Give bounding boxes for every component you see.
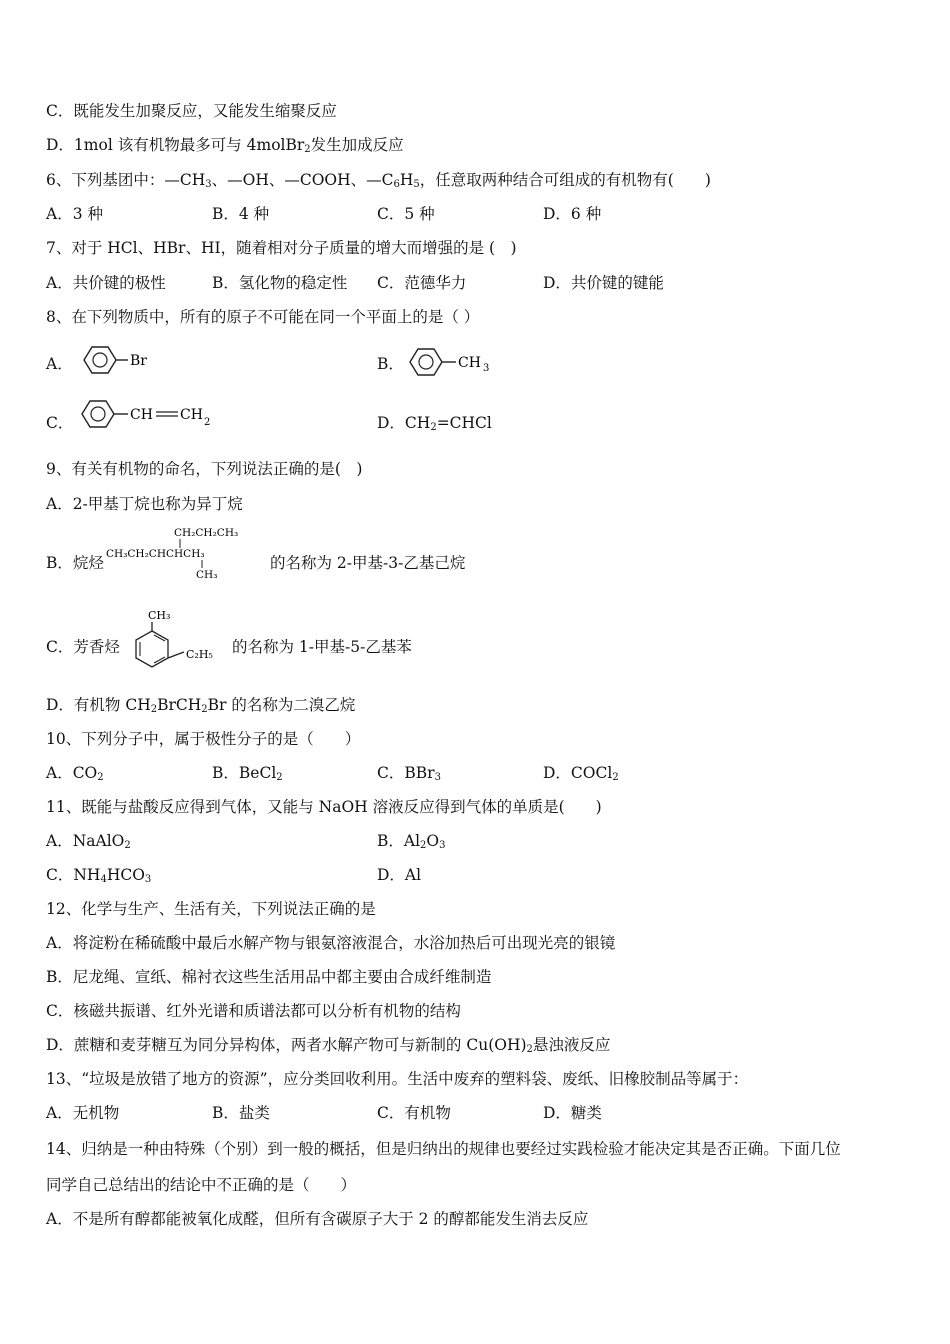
q12-option-C[interactable]: C．核磁共振谱、红外光谱和质谱法都可以分析有机物的结构 — [46, 1002, 461, 1020]
q7-option-B[interactable]: B．氢化物的稳定性 — [212, 274, 348, 292]
q9-option-C-text: 的名称为 1-甲基-5-乙基苯 — [232, 638, 412, 656]
question-6: 6、下列基团中：$—CH_3$、—OH、—COOH、$—C_6H_5$，任意取两种结合可组成的有机物有( ) — [46, 171, 711, 190]
question-9: 9、有关有机物的命名，下列说法正确的是( ) — [46, 460, 363, 478]
q12-option-A[interactable]: A．将淀粉在稀硫酸中最后水解产物与银氨溶液混合，水浴加热后可出现光亮的银镜 — [46, 934, 616, 952]
q12-option-D[interactable]: D．蔗糖和麦芽糖互为同分异构体，两者水解产物可与新制的 $Cu(OH)_2$悬浊液反应 — [46, 1036, 611, 1055]
question-14-line-1: 14、归纳是一种由特殊（个别）到一般的概括，但是归纳出的规律也要经过实践检验才能决定其是否正确。下面几位 — [46, 1140, 841, 1158]
svg-text:CH₃CH₂CHCHCH₃: CH₃CH₂CHCHCH₃ — [106, 548, 205, 560]
q13-option-B[interactable]: B．盐类 — [212, 1104, 270, 1122]
q6-option-A[interactable]: A．3 种 — [46, 205, 103, 223]
q14-option-A[interactable]: A．不是所有醇都能被氧化成醛，但所有含碳原子大于 2 的醇都能发生消去反应 — [46, 1210, 589, 1228]
q13-option-A[interactable]: A．无机物 — [46, 1104, 120, 1122]
svg-text:CH₂CH₂CH₃: CH₂CH₂CH₃ — [174, 527, 239, 539]
q7-option-D[interactable]: D．共价键的键能 — [543, 274, 664, 292]
question-12: 12、化学与生产、生活有关，下列说法正确的是 — [46, 900, 376, 918]
q11-option-D[interactable]: D．Al — [377, 866, 422, 884]
option-D-line: D．1mol 该有机物最多可与 4molBr$_2$发生加成反应 — [46, 136, 404, 155]
q9-option-D[interactable]: D．有机物 $CH_2BrCH_2Br$ 的名称为二溴乙烷 — [46, 696, 356, 715]
svg-text:Br: Br — [130, 353, 147, 369]
q10-option-C[interactable]: C．BBr$_3$ — [377, 764, 441, 783]
svg-text:CH: CH — [180, 407, 203, 423]
alkane-structure — [104, 524, 270, 584]
q6-option-B[interactable]: B．4 种 — [212, 205, 270, 223]
q10-option-B[interactable]: B．BeCl$_2$ — [212, 764, 283, 783]
q11-option-C[interactable]: C．$NH_4HCO_3$ — [46, 866, 152, 885]
question-11: 11、既能与盐酸反应得到气体，又能与 NaOH 溶液反应得到气体的单质是( ) — [46, 798, 602, 816]
toluene-structure — [404, 344, 504, 384]
q9-option-C-label[interactable]: C．芳香烃 — [46, 638, 120, 656]
question-8: 8、在下列物质中，所有的原子不可能在同一个平面上的是（ ） — [46, 308, 480, 326]
q12-option-B[interactable]: B．尼龙绳、宣纸、棉衬衣这些生活用品中都主要由合成纤维制造 — [46, 968, 492, 986]
q13-option-D[interactable]: D．糖类 — [543, 1104, 602, 1122]
q8-option-C[interactable]: C． — [46, 414, 74, 432]
q7-option-A[interactable]: A．共价键的极性 — [46, 274, 166, 292]
svg-text:2: 2 — [204, 417, 211, 428]
question-10: 10、下列分子中，属于极性分子的是（ ） — [46, 730, 361, 748]
q7-option-C[interactable]: C．范德华力 — [377, 274, 467, 292]
q6-option-D[interactable]: D．6 种 — [543, 205, 602, 223]
svg-text:3: 3 — [483, 363, 490, 374]
question-14-line-2: 同学自己总结出的结论中不正确的是（ ） — [46, 1176, 357, 1194]
svg-text:CH: CH — [458, 355, 481, 371]
ethyltoluene-structure — [126, 604, 230, 670]
q6-option-C[interactable]: C．5 种 — [377, 205, 435, 223]
q9-option-A[interactable]: A．2-甲基丁烷也称为异丁烷 — [46, 495, 243, 513]
question-13: 13、“垃圾是放错了地方的资源”，应分类回收利用。生活中废弃的塑料袋、废纸、旧橡胶制品等属于： — [46, 1070, 749, 1088]
q8-option-B[interactable]: B． — [377, 355, 404, 373]
bromobenzene-structure — [74, 340, 164, 380]
svg-text:C₂H₅: C₂H₅ — [186, 648, 213, 661]
q11-option-A[interactable]: A．NaAlO$_2$ — [46, 832, 131, 851]
q13-option-C[interactable]: C．有机物 — [377, 1104, 451, 1122]
svg-text:CH₃: CH₃ — [148, 609, 171, 622]
question-7: 7、对于 HCl、HBr、HI，随着相对分子质量的增大而增强的是 ( ) — [46, 239, 517, 257]
q11-option-B[interactable]: B．$Al_2O_3$ — [377, 832, 446, 851]
q9-option-B-text: 的名称为 2-甲基-3-乙基己烷 — [270, 554, 466, 572]
option-C-line: C．既能发生加聚反应，又能发生缩聚反应 — [46, 102, 337, 120]
svg-text:CH: CH — [130, 407, 153, 423]
q9-option-B-label[interactable]: B．烷烃 — [46, 554, 104, 572]
styrene-structure — [74, 396, 224, 436]
q8-option-A[interactable]: A． — [46, 355, 73, 373]
q8-option-D[interactable]: D．$CH_2=CHCl$ — [377, 414, 492, 433]
svg-text:CH₃: CH₃ — [196, 569, 218, 581]
q10-option-A[interactable]: A．$CO_2$ — [46, 764, 104, 783]
q10-option-D[interactable]: D．COCl$_2$ — [543, 764, 619, 783]
